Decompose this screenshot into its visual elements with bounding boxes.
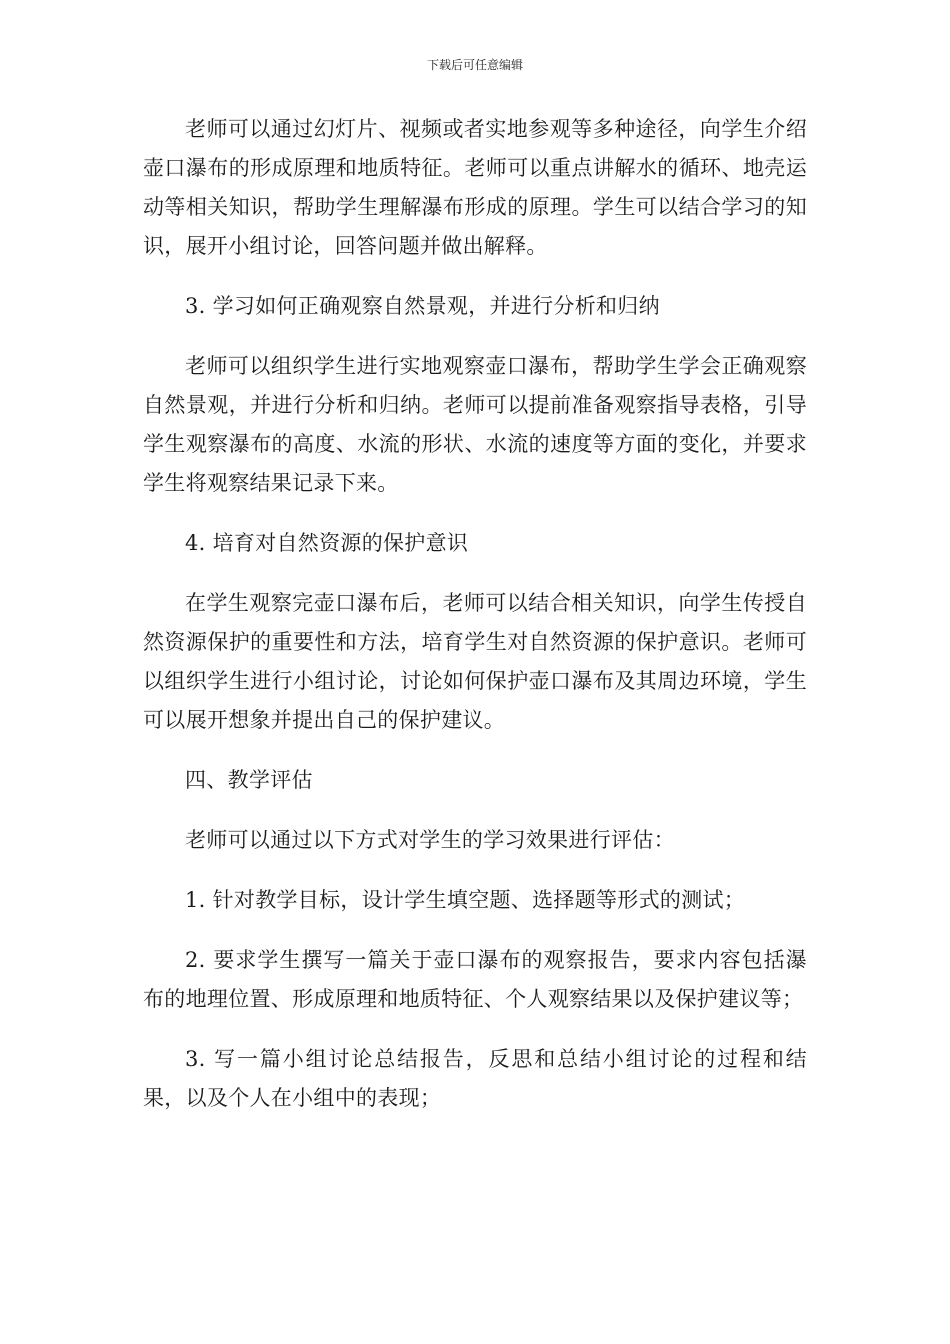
section-heading-evaluation: 四、教学评估 xyxy=(185,768,313,792)
paragraph-observation: 老师可以组织学生进行实地观察壶口瀑布，帮助学生学会正确观察自然景观，并进行分析和归纳。老师可以提前准备观察指导表格，引导学生观察瀑布的高度、水流的形状、水流的速度等方面的变化，并要求学生将观察结果记录下来。 xyxy=(143,354,807,495)
paragraph-intro: 老师可以通过幻灯片、视频或者实地参观等多种途径，向学生介绍壶口瀑布的形成原理和地质特征。老师可以重点讲解水的循环、地壳运动等相关知识，帮助学生理解瀑布形成的原理。学生可以结合学习的知识，展开小组讨论，回答问题并做出解释。 xyxy=(143,117,807,258)
list-item-1: 1. 针对教学目标，设计学生填空题、选择题等形式的测试； xyxy=(185,888,746,912)
paragraph-evaluation-intro: 老师可以通过以下方式对学生的学习效果进行评估： xyxy=(185,828,675,852)
list-item-3: 3. 写一篇小组讨论总结报告，反思和总结小组讨论的过程和结果，以及个人在小组中的表现； xyxy=(143,1047,807,1110)
section-heading-4: 4. 培育对自然资源的保护意识 xyxy=(185,531,469,555)
paragraph-protection: 在学生观察完壶口瀑布后，老师可以结合相关知识，向学生传授自然资源保护的重要性和方法，培育学生对自然资源的保护意识。老师可以组织学生进行小组讨论，讨论如何保护壶口瀑布及其周边环境，学生可以展开想象并提出自己的保护建议。 xyxy=(143,591,807,732)
document-body xyxy=(143,110,807,1139)
page-header: 下载后可任意编辑 xyxy=(426,58,523,72)
section-heading-3: 3. 学习如何正确观察自然景观，并进行分析和归纳 xyxy=(185,294,660,318)
list-item-2: 2. 要求学生撰写一篇关于壶口瀑布的观察报告，要求内容包括瀑布的地理位置、形成原理和地质特征、个人观察结果以及保护建议等； xyxy=(143,948,807,1011)
